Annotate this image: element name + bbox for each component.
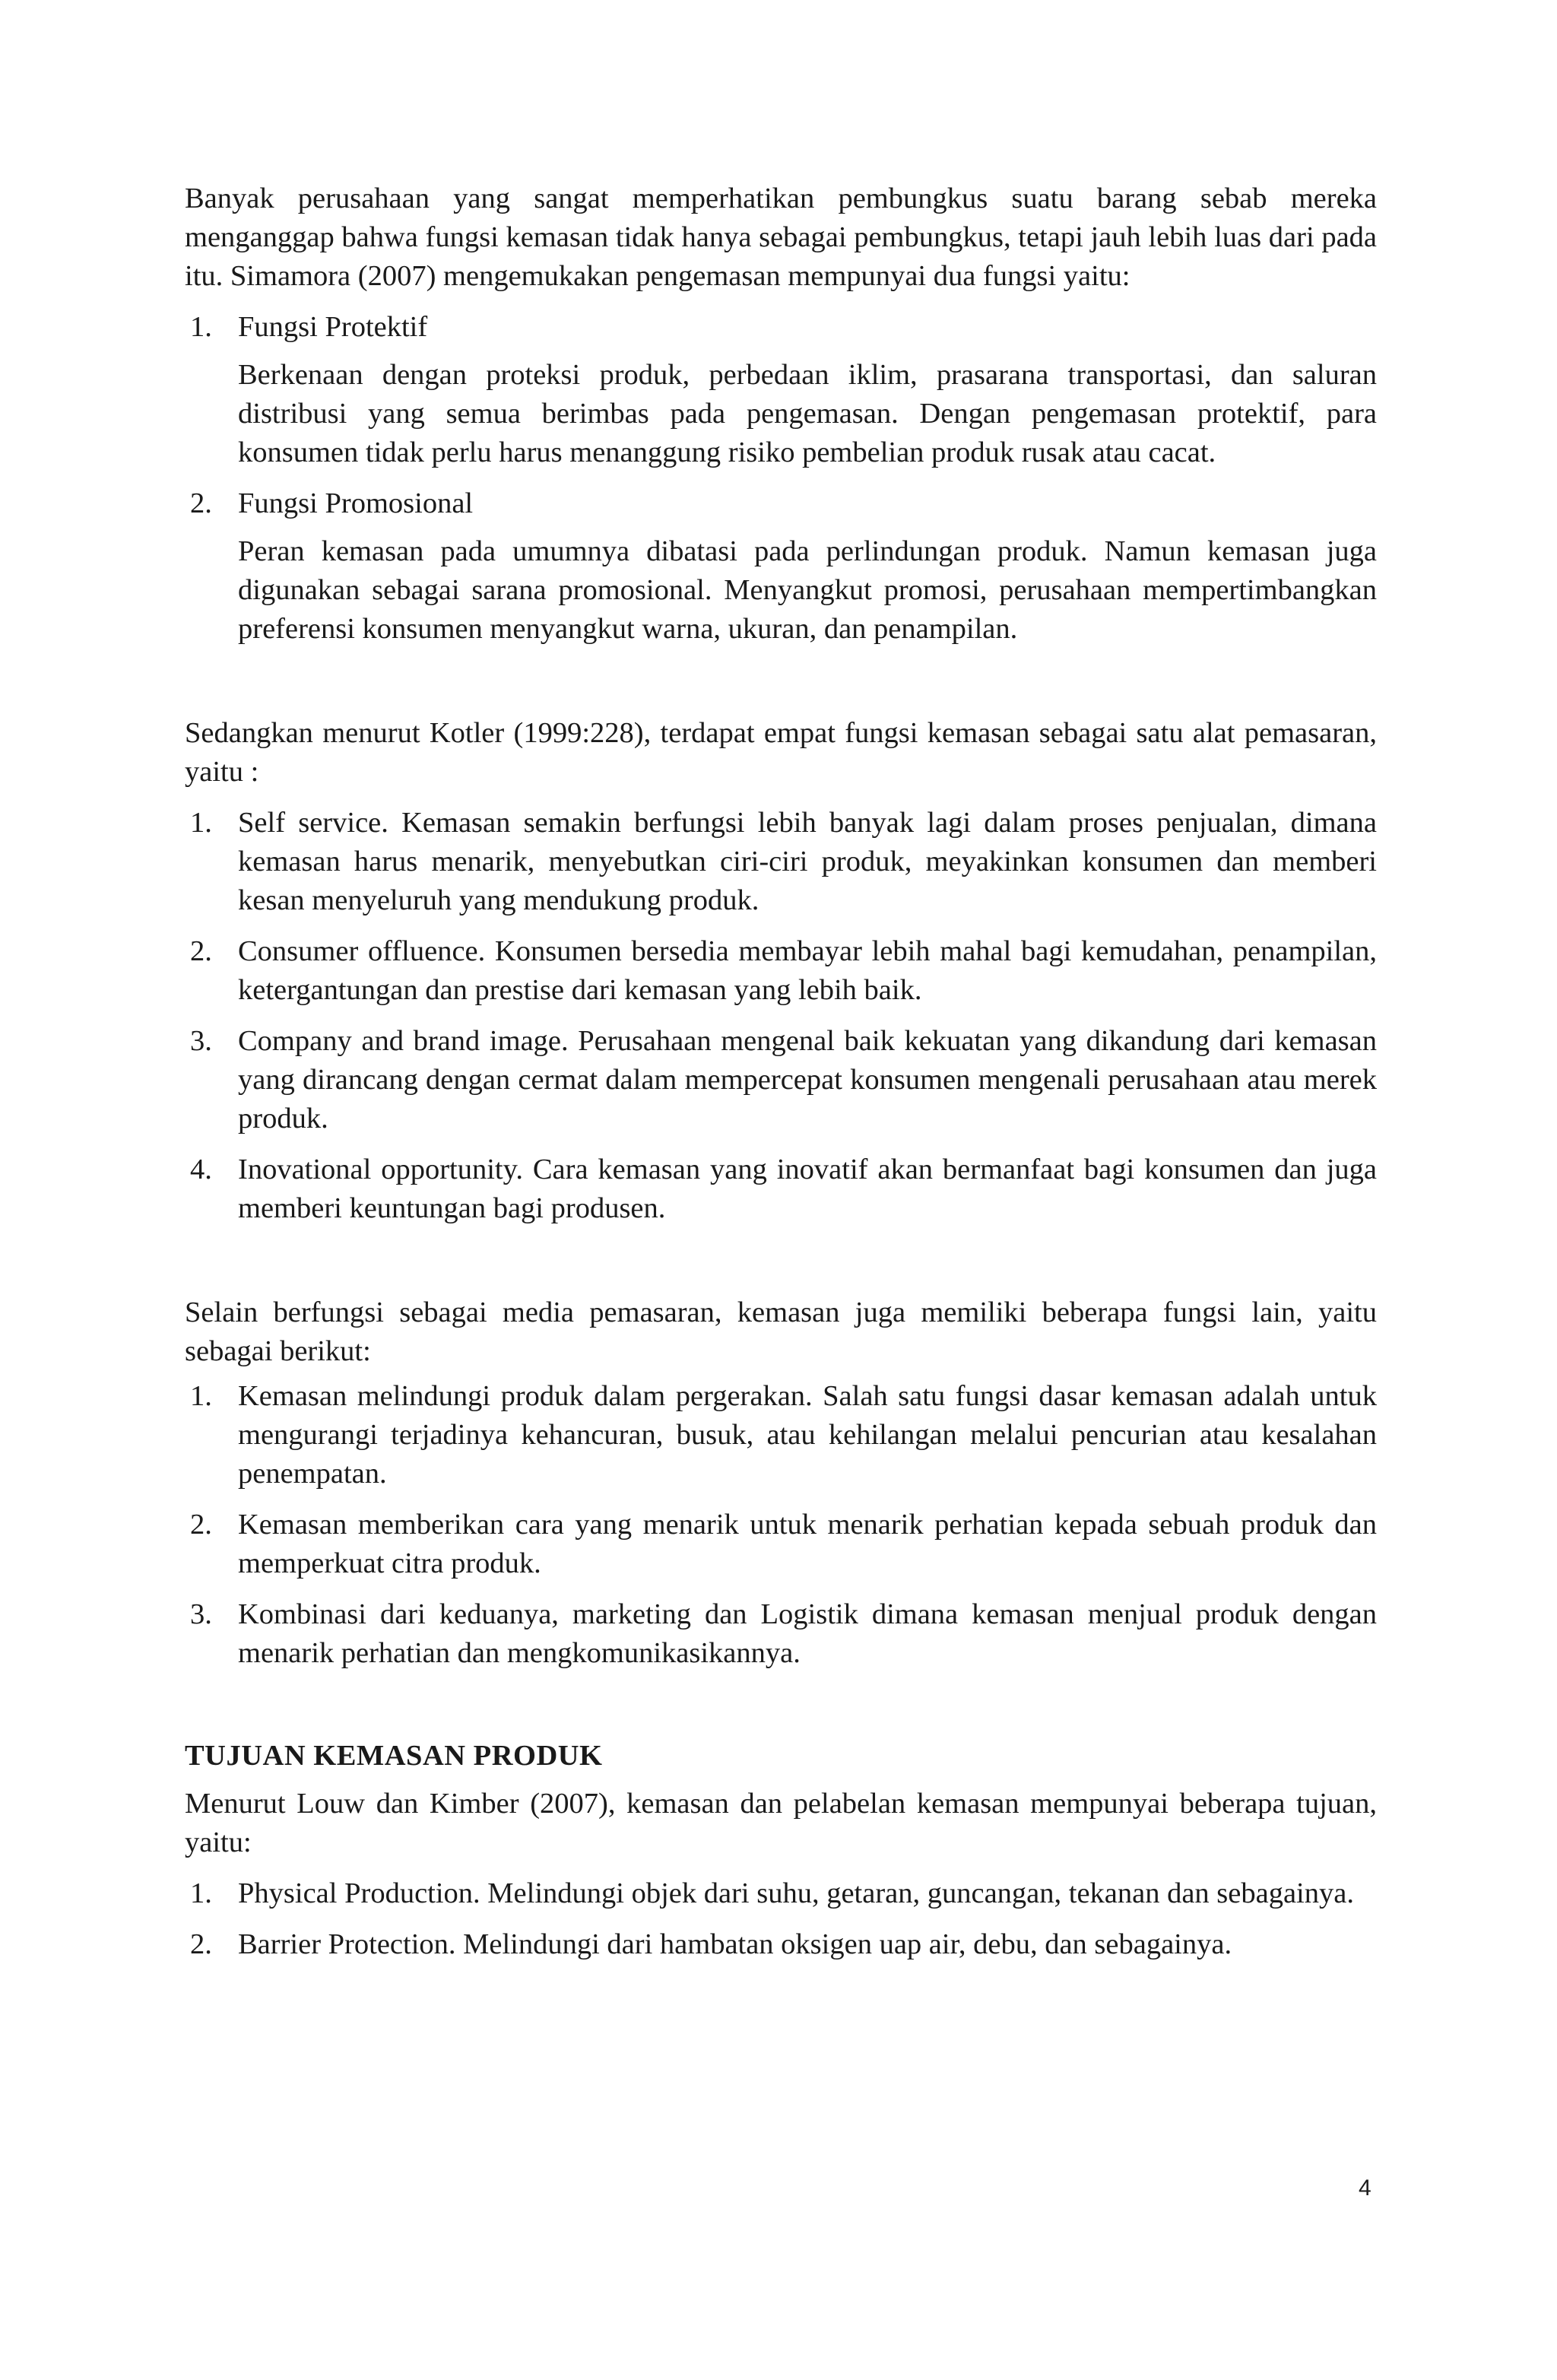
other-functions-intro: Selain berfungsi sebagai media pemasaran, kemasan juga memiliki beberapa fungsi lain, yaitu sebagai berikut:	[185, 1296, 1377, 1367]
kotler-list	[185, 804, 1377, 1228]
list-item-text: Self service. Kemasan semakin berfungsi lebih banyak lagi dalam proses penjualan, dimana kemasan harus menarik, menyebutkan ciri-ciri produk, meyakinkan konsumen dan memberi kesan menyeluruh yang mendukung produk.	[238, 807, 1377, 916]
list-number: 2.	[190, 487, 212, 519]
list-item-text: Inovational opportunity. Cara kemasan yang inovatif akan bermanfaat bagi konsumen dan juga memberi keuntungan bagi produsen.	[238, 1154, 1377, 1224]
section-heading: TUJUAN KEMASAN PRODUK	[185, 1740, 603, 1772]
function-description: Berkenaan dengan proteksi produk, perbedaan iklim, prasarana transportasi, dan saluran distribusi yang semua berimbas pada pengemasan. Dengan pengemasan protektif, para konsumen tidak perlu harus menanggung risiko pembelian produk rusak atau cacat.	[238, 359, 1377, 468]
function-title: Fungsi Promosional	[238, 487, 474, 519]
list-number: 1.	[190, 1877, 212, 1909]
list-item	[185, 1925, 1377, 1964]
list-item	[185, 932, 1377, 1010]
other-functions-list	[185, 1377, 1377, 1673]
list-item	[185, 1595, 1377, 1673]
intro-paragraph: Banyak perusahaan yang sangat memperhatikan pembungkus suatu barang sebab mereka menganggap bahwa fungsi kemasan tidak hanya sebagai pembungkus, tetapi jauh lebih luas dari pada itu. Simamora (2007) mengemukakan pengemasan mempunyai dua fungsi yaitu:	[185, 182, 1377, 292]
function-title: Fungsi Protektif	[238, 311, 428, 343]
page-number: 4	[1359, 2175, 1371, 2201]
list-item-text: Kemasan memberikan cara yang menarik untuk menarik perhatian kepada sebuah produk dan memperkuat citra produk.	[238, 1509, 1377, 1579]
list-number: 1.	[190, 807, 212, 839]
list-item	[185, 1506, 1377, 1583]
louw-intro-paragraph: Menurut Louw dan Kimber (2007), kemasan dan pelabelan kemasan mempunyai beberapa tujuan, yaitu:	[185, 1788, 1377, 1858]
list-number: 2.	[190, 1928, 212, 1960]
list-item-text: Kemasan melindungi produk dalam pergerakan. Salah satu fungsi dasar kemasan adalah untuk mengurangi terjadinya kehancuran, busuk, atau kehilangan melalui pencurian atau kesalahan penempatan.	[238, 1380, 1377, 1490]
list-item-text: Kombinasi dari keduanya, marketing dan Logistik dimana kemasan menjual produk dengan menarik perhatian dan mengkomunikasikannya.	[238, 1598, 1377, 1669]
list-item	[185, 804, 1377, 920]
list-item	[185, 1874, 1377, 1913]
list-item-text: Company and brand image. Perusahaan mengenal baik kekuatan yang dikandung dari kemasan yang dirancang dengan cermat dalam mempercepat konsumen mengenali perusahaan atau merek produk.	[238, 1025, 1377, 1134]
function-description: Peran kemasan pada umumnya dibatasi pada perlindungan produk. Namun kemasan juga digunakan sebagai sarana promosional. Menyangkut promosi, perusahaan mempertimbangkan preferensi konsumen menyangkut warna, ukuran, dan penampilan.	[238, 535, 1377, 645]
list-item	[185, 484, 1377, 649]
louw-list	[185, 1874, 1377, 1964]
list-number: 1.	[190, 1380, 212, 1412]
list-number: 2.	[190, 935, 212, 967]
list-number: 2.	[190, 1509, 212, 1541]
list-item	[185, 308, 1377, 472]
list-item-text: Barrier Protection. Melindungi dari hambatan oksigen uap air, debu, dan sebagainya.	[238, 1928, 1232, 1960]
list-item	[185, 1022, 1377, 1138]
kotler-intro-paragraph: Sedangkan menurut Kotler (1999:228), terdapat empat fungsi kemasan sebagai satu alat pemasaran, yaitu :	[185, 717, 1377, 788]
list-item-text: Consumer offluence. Konsumen bersedia membayar lebih mahal bagi kemudahan, penampilan, ketergantungan dan prestise dari kemasan yang lebih baik.	[238, 935, 1377, 1006]
list-number: 1.	[190, 311, 212, 343]
list-number: 3.	[190, 1598, 212, 1630]
list-item-text: Physical Production. Melindungi objek dari suhu, getaran, guncangan, tekanan dan sebagainya.	[238, 1877, 1354, 1909]
list-number: 3.	[190, 1025, 212, 1057]
list-item	[185, 1150, 1377, 1228]
functions-list	[185, 308, 1377, 649]
page-content	[185, 179, 1377, 1964]
list-number: 4.	[190, 1154, 212, 1185]
list-item	[185, 1377, 1377, 1493]
